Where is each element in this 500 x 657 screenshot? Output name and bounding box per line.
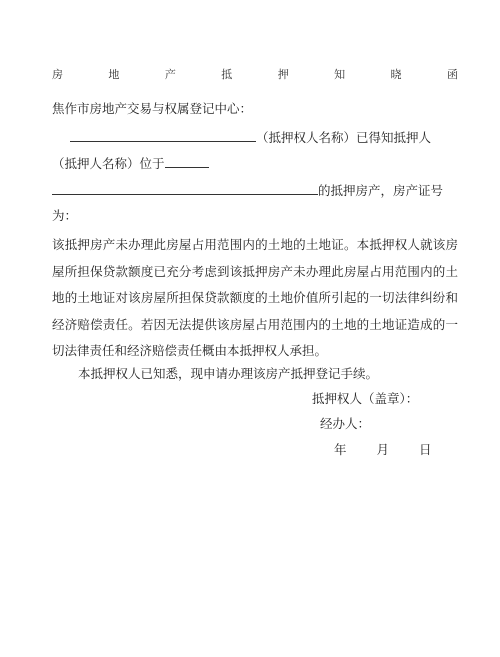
title-char: 晓	[390, 68, 402, 81]
body-paragraph: 该抵押房产未办理此房屋占用范围内的土地的土地证。本抵押权人就该房屋所担保贷款额度已充分考虑到该抵押房产未办理此房屋占用范围内的土地的土地证对该房屋所担保贷款额度的土地价值所引起的一切法律纠纷和经济赔偿责任。若因无法提供该房屋占用范围内的土地的土地证造成的一切法律责任和经济赔偿责任概由本抵押权人承担。	[52, 237, 458, 358]
mortgagee-line	[70, 128, 431, 147]
title-char: 函	[446, 68, 458, 81]
date-month: 月	[376, 442, 390, 457]
mortgagor-line	[52, 154, 209, 173]
notice-paragraph: 本抵押权人已知悉，现申请办理该房产抵押登记手续。	[78, 366, 379, 381]
title-char: 押	[277, 68, 289, 81]
date-row	[334, 441, 432, 459]
title-char: 知	[334, 68, 346, 81]
date-day: 日	[419, 442, 432, 457]
signature-label: 抵押权人（盖章）：	[312, 391, 419, 406]
location-blank[interactable]	[165, 154, 209, 168]
handler-label: 经办人：	[320, 416, 371, 431]
certificate-line: 为：	[52, 208, 78, 223]
mortgagee-name-blank[interactable]	[70, 128, 256, 142]
title-char: 产	[164, 68, 176, 81]
property-address-blank[interactable]	[52, 181, 318, 195]
mortgagee-line-text: （抵押权人名称）已得知抵押人	[256, 130, 432, 145]
document-title	[52, 66, 458, 82]
title-char: 地	[108, 68, 120, 81]
date-year: 年	[334, 442, 347, 457]
property-line	[52, 181, 443, 200]
mortgagor-line-text: （抵押人名称）位于	[52, 156, 165, 171]
title-char: 房	[52, 68, 63, 81]
property-line-text: 的抵押房产，房产证号	[318, 183, 444, 198]
title-char: 抵	[221, 68, 233, 81]
addressee: 焦作市房地产交易与权属登记中心：	[52, 101, 253, 116]
